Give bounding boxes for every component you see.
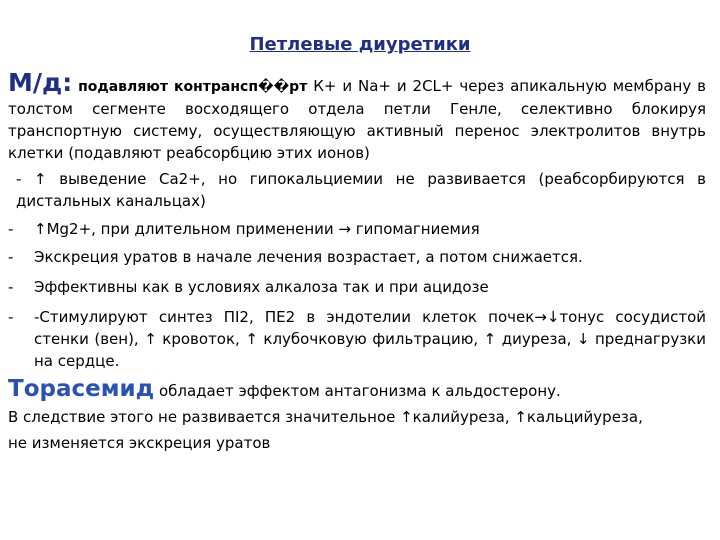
list-item-text: Экскреция уратов в начале лечения возрастает, а потом снижается. [34, 248, 583, 266]
list-item-text: Эффективны как в условиях алкалоза так и при ацидозе [34, 278, 489, 296]
list-item [8, 246, 706, 268]
mechanism-bold-text: подавляют контрансп��рт [78, 79, 308, 95]
consequence-line-2: не изменяется экскреция уратов [8, 434, 271, 452]
list-item-text: -Стимулируют синтез ПI2, ПЕ2 в эндотелии клеток почек→↓тонус сосудистой стенки (вен), ↑ кровоток, ↑ клубочковую фильтрацию, ↑ диуреза, ↓ преднагрузки на сердце. [34, 308, 706, 370]
torasemide-paragraph [8, 378, 706, 402]
list-item [8, 276, 706, 298]
list-item [8, 306, 706, 372]
consequence-line-1: В следствие этого не развивается значительное ↑калийуреза, ↑кальцийуреза, [8, 408, 643, 426]
page-title: Петлевые диуретики [249, 34, 471, 55]
mechanism-text: К+ и Na+ и 2CL+ через апикальную мембрану в толстом сегменте восходящего отдела петли Генле, селективно блокируя транспортную систему, осуществляющую активный перенос электролитов внутрь клетки (подавляют реабсорбцию этих ионов) [8, 77, 706, 162]
list-item-text: ↑Mg2+, при длительном применении → гипомагниемия [34, 220, 480, 238]
mechanism-paragraph [8, 68, 706, 164]
list-item [8, 218, 706, 240]
bullet-mark: - [8, 278, 14, 296]
calcium-paragraph: - ↑ выведение Са2+, но гипокальциемии не развивается (реабсорбируются в дистальных канальцах) [16, 170, 706, 210]
torasemide-label: Торасемид [8, 376, 155, 402]
bullet-mark: - [8, 308, 14, 326]
bullet-mark: - [8, 248, 14, 266]
slide-content [8, 68, 706, 454]
torasemide-text: обладает эффектом антагонизма к альдостерону. [154, 382, 561, 400]
bullet-mark: - [8, 220, 14, 238]
mechanism-label: М/д: [8, 68, 73, 97]
